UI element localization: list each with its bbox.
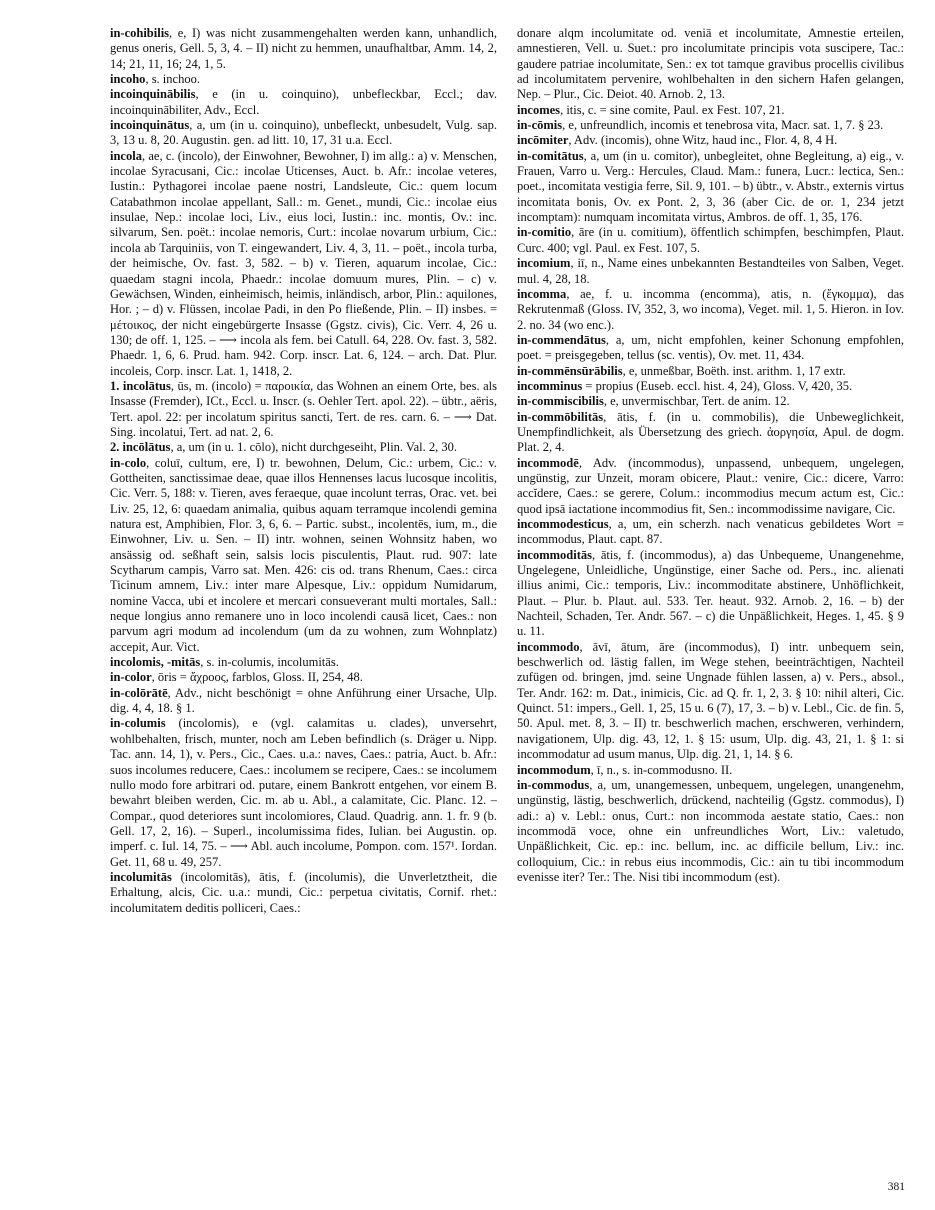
entry-definition: , ātis, f. (incommodus), a) das Unbequeme, Unangenehme, Ungelegene, Unleidliche, Ungünstige, einer Sache od. Pers., inc. alienati illius animi, Cic.: temporis, Liv.: incommoditate abstinere, Unhöflichkeit, Plaut. – Plur. b. Plaut. aul. 533. Ter. heaut. 932. Arnob. 2, 16. – b) der Nachteil, Schaden, Ter. Andr. 567. – c) die Unpäßlichkeit, Heges. 1, 45. § 9 u. 11. <box>517 547 904 639</box>
entry-definition: , Adv. (incommodus), unpassend, unbequem, ungelegen, ungünstig, zur Unzeit, moram obicere, Plaut.: venire, Cic.: dicere, Varro: accĭdere, Caes.: se gerere, Colum.: incommodius mecum actum est, Cic.: quod ipsā iactatione incommodius fit, Sen.: incommodissime navigare, Cic. <box>517 455 904 516</box>
entry-lemma: in-columis <box>110 716 166 731</box>
entry-definition: , itis, c. = sine comite, Paul. ex Fest. 107, 21. <box>560 102 785 117</box>
entry-definition: , a, um, nicht empfohlen, keiner Schonung empfohlen, poet. = preisgegeben, tellus (sc. ventis), Ov. met. 11, 434. <box>517 332 904 363</box>
entry-lemma: in-commēnsūrābilis <box>517 363 623 378</box>
dictionary-entry <box>517 640 904 763</box>
dictionary-entry <box>110 440 497 455</box>
entry-definition: , ūs, m. (incolo) = παροικία, das Wohnen an einem Orte, bes. als Insasse (Fremder), ICt., Eccl. u. Inscr. (s. Oehler Tert. apol. 22). – übtr., aëris, Tert. apol. 22: per incolatum spiritus sancti, Tert. de res. carn. 6. – ⟶ Dat. Sing. incolatui, Tert. ad nat. 2, 6. <box>110 378 497 439</box>
dictionary-entry <box>517 394 904 409</box>
entry-definition: (incolomis), e (vgl. calamitas u. clades), unversehrt, wohlbehalten, frisch, munter, noch am Leben befindlich (s. Dräger u. Nipp. Tac. ann. 14, 1), v. Pers., Cic., Caes. u.a.: naves, Caes.: patria, Auct. b. Afr.: suos incolumes reducere, Caes.: incolumem se recipere, Caes.: se incolumem nullo modo fore arbitrari od. putare, einem Bankrott entgehen, vor einem B. bewahrt bleiben werden, Cic. m. ab u. Abl., a calamitate, Cic. Planc. 12. – Compar., quod deteriores sunt incolomiores, Claud. Quadrig. ann. 1. fr. 9 (b. Gell. 17, 2, 16). – Superl., incolumissima fides, Iulian. bei Augustin. op. imperf. c. Iul. 14, 75. – ⟶ Abl. auch incolume, Pompon. com. 157¹. Iordan. Get. 11, 68 u. 49, 257. <box>110 716 497 869</box>
entry-lemma: incommoditās <box>517 547 592 562</box>
dictionary-entry <box>110 149 497 379</box>
entry-lemma: incomminus <box>517 378 583 393</box>
entry-definition: , e, unmeßbar, Boëth. inst. arithm. 1, 17 extr. <box>622 363 846 378</box>
dictionary-entry <box>517 103 904 118</box>
dictionary-entry <box>110 716 497 869</box>
dictionary-entry <box>517 778 904 885</box>
page-number: 381 <box>887 1181 905 1193</box>
entry-definition: , a, um (in u. 1. cōlo), nicht durchgeseiht, Plin. Val. 2, 30. <box>170 440 457 455</box>
dictionary-entry <box>110 456 497 655</box>
entry-definition: , coluī, cultum, ere, I) tr. bewohnen, Delum, Cic.: urbem, Cic.: v. Gottheiten, sanctissimae deae, quae illos Hennenses lacus lucosque incolitis, Cic. Verr. 5, 188: v. Tieren, aves feraeque, quae incolunt terras, Orac. vet. bei Liv. 25, 12, 6: quaedam animalia, quibus aquam terramque incolendi gemina natura est, Amphibien, Flor. 3, 6, 6. – Partic. subst., incolentēs, ium, m., die Einwohner, Liv. u. Sen. – II) intr. wohnen, seinen Wohnsitz haben, wo ansässig od. seßhaft sein, salsis locis pisculentis, Plaut. rud. 907: late Scytharum campis, Varro sat. Men. 426: cis od. trans Rhenum, Caes.: circa Ticinum amnem, Liv.: inter mare Alpesque, Liv.: oppidum Numidarum, nomine Vacca, ubi et incolere et mercari consueverant multi mortales, Sall.: neque longius anno remanere uno in loco incolendi causā licet, Caes.: non parvum agri modum ad incolendum (um da zu wohnen, zum Wohnplatz) accepit, Aur. Vict. <box>110 455 497 654</box>
dictionary-entry <box>110 72 497 87</box>
entry-lemma: incolumitās <box>110 869 172 884</box>
entry-lemma: in-commōbilitās <box>517 409 604 424</box>
entry-lemma: incomma <box>517 286 567 301</box>
entry-lemma: incomium <box>517 256 571 271</box>
dictionary-entry <box>517 225 904 256</box>
entry-lemma: in-cōmis <box>517 118 563 133</box>
entry-lemma: in-comitātus <box>517 148 584 163</box>
dictionary-entry <box>110 655 497 670</box>
dictionary-entry <box>517 410 904 456</box>
entry-definition: , ī, n., s. in-commodusno. II. <box>590 762 733 777</box>
entry-definition: = propius (Euseb. eccl. hist. 4, 24), Gloss. V, 420, 35. <box>582 378 853 393</box>
dictionary-entry <box>517 133 904 148</box>
dictionary-entry <box>517 333 904 364</box>
dictionary-entry <box>110 379 497 440</box>
entry-lemma: incoinquinātus <box>110 118 190 133</box>
entry-lemma: incommodo <box>517 639 580 654</box>
dictionary-entry <box>517 456 904 517</box>
dictionary-entry <box>110 87 497 118</box>
entry-definition: , ātis, f. (in u. commobilis), die Unbeweglichkeit, Unempfindlichkeit, als Übersetzung des griech. ἀοργησία, Apul. de dogm. Plat. 2, 4. <box>517 409 904 455</box>
dictionary-entry <box>517 517 904 548</box>
entry-definition: , e (in u. coinquino), unbefleckbar, Eccl.; dav. incoinquinābiliter, Adv., Eccl. <box>110 87 497 117</box>
entry-lemma: 2. incōlātus <box>110 440 171 455</box>
dictionary-entry <box>517 256 904 287</box>
dictionary-entry <box>517 26 904 103</box>
entry-definition: , Adv., nicht beschönigt = ohne Anführung einer Ursache, Ulp. dig. 4, 4, 18. § 1. <box>110 685 497 716</box>
entry-lemma: incolomis, -mitās <box>110 655 201 670</box>
left-column <box>110 26 497 1186</box>
entry-definition: , iī, n., Name eines unbekannten Bestandteiles von Salben, Veget. mul. 4, 28, 18. <box>517 256 904 286</box>
dictionary-entry <box>110 118 497 149</box>
entry-lemma: in-commodus <box>517 777 590 792</box>
dictionary-entry <box>110 670 497 685</box>
entry-definition: , a, um, ein scherzh. nach venaticus gebildetes Wort = incommodus, Plaut. capt. 87. <box>517 517 904 547</box>
entry-definition: , e, I) was nicht zusammengehalten werden kann, unhandlich, genus oneris, Gell. 5, 3, 4. – II) nicht zu hemmen, unaufhaltbar, Amm. 14, 2, 14; 21, 11, 16; 24, 1, 5. <box>110 26 497 71</box>
entry-definition: donare alqm incolumitate od. veniā et incolumitate, Amnestie erteilen, amnestieren, Vell. u. Suet.: pro incolumitate principis vota suscipere, Tac.: gaudere patriae incolumitate, Sen.: ex tot tamque gravibus procellis civilibus ad incolumitatem pervenire, wohlbehalten in den sichern Hafen gelangen, Nep. – Plur., Cic. Deiot. 40. Arnob. 2, 13. <box>517 26 904 102</box>
entry-lemma: incola <box>110 148 142 163</box>
entry-lemma: incoinquinābilis <box>110 87 196 102</box>
entry-definition: , āre (in u. comitium), öffentlich schimpfen, beschimpfen, Plaut. Curc. 400; vgl. Paul. ex Fest. 107, 5. <box>517 225 904 255</box>
entry-lemma: incomes <box>517 102 561 117</box>
entry-lemma: 1. incolātus <box>110 378 171 393</box>
entry-definition: (incolomitās), ātis, f. (incolumis), die Unverletztheit, die Erhaltung, alcis, Cic. u.a.: mundi, Cic.: perpetua civitatis, Cornif. rhet.: incolumitatem deditis polliceri, Caes.: <box>110 869 497 915</box>
entry-definition: , a, um (in u. comitor), unbegleitet, ohne Begleitung, a) eig., v. Frauen, Varro u. Verg.: Hercules, Claud. Mam.: funera, Lucr.: lectica, Sen.: poet., incomitata vestigia ferre, Sil. 9, 101. – b) übtr., v. Abstr., externis virtus incomitata bonis, Ov. ex Pont. 2, 3, 36 (aber Cic. de or. 1, 234 jetzt incomptam): numquam incomitata virtus, Ambros. de off. 1, 35, 176. <box>517 148 904 225</box>
entry-lemma: in-color <box>110 670 152 685</box>
entry-definition: , ōris = ἄχροος, farblos, Gloss. II, 254, 48. <box>151 670 363 685</box>
dictionary-entry <box>517 149 904 226</box>
entry-lemma: in-comitio <box>517 225 572 240</box>
entry-definition: , a, um, unangemessen, unbequem, ungelegen, unangenehm, ungünstig, lästig, beschwerlich, drückend, nachteilig (Ggstz. commodus), I) adi.: a) v. Lebl.: onus, Curt.: non incommoda aestate statio, Caes.: non incommodā voce, ohne ein unfreundliches Wort, Liv.: valetudo, Unpäßlichkeit, Cic. ep.: inc. bellum, inc. ac difficile bellum, Liv.: inc. colloquium, Cic.: in rebus eius incommodis, Cic.: ain tu tibi incommodum evenisse iter? Ter.: The. Nisi tibi incommodum (est). <box>517 777 904 884</box>
entry-lemma: incommodum <box>517 762 591 777</box>
entry-lemma: in-cohibilis <box>110 26 170 40</box>
dictionary-entry <box>110 686 497 717</box>
right-column <box>517 26 904 1186</box>
entry-lemma: in-commiscibilis <box>517 394 604 409</box>
entry-definition: , Adv. (incomis), ohne Witz, haud inc., Flor. 4, 8, 4 H. <box>568 133 838 148</box>
dictionary-entry <box>517 379 904 394</box>
entry-lemma: in-commendātus <box>517 332 606 347</box>
entry-lemma: incoho <box>110 72 146 87</box>
entry-definition: , s. inchoo. <box>145 72 200 87</box>
entry-definition: , āvī, ātum, āre (incommodus), I) intr. unbequem sein, beschwerlich od. lästig fallen, im Wege stehen, beeinträchtigen, Nachteil zufügen od. bringen, jmd. seine Ungnade fühlen lassen, a) v. Pers., absol., Ter. Andr. 162: m. Dat., inimicis, Cic. ad Q. fr. 1, 2, 3. § 10: nihil alteri, Cic. Quinct. 51: impers., Gell. 1, 25, 15 u. 6 (7), 17, 3. – b) v. Lebl., Cic. de fin. 5, 50. Apul. met. 8, 3. – II) tr. beschwerlich machen, erschweren, verhindern, navigationem, Ulp. dig. 43, 12, 1. § 15: usum, Ulp. dig. 43, 21, 1. § 1: si incommodatur ad usum manus, Ulp. dig. 21, 1, 14. § 6. <box>517 639 904 762</box>
entry-lemma: incommodesticus <box>517 517 609 531</box>
entry-definition: , e, unfreundlich, incomis et tenebrosa vita, Macr. sat. 1, 7. § 23. <box>562 118 884 133</box>
dictionary-entry <box>517 118 904 133</box>
dictionary-entry <box>517 763 904 778</box>
entry-definition: , a, um (in u. coinquino), unbefleckt, unbesudelt, Vulg. sap. 3, 13 u. 8, 20. Augustin. gen. ad litt. 10, 17, 31 u.a. Eccl. <box>110 118 497 148</box>
entry-definition: , s. in-columis, incolumitās. <box>200 655 339 670</box>
dictionary-entry <box>517 364 904 379</box>
entry-lemma: incommodē <box>517 455 579 470</box>
entry-definition: , ae, c. (incolo), der Einwohner, Bewohner, I) im allg.: a) v. Menschen, incolae Syracusani, Cic.: incolae Uticenses, Auct. b. Afr.: incolae veteres, Iustin.: Pythagorei incolae paene nostri, Landsleute, Cic.: quem locum Catabathmon incolae appellant, Sall.: m. Genet., mundi, Cic.: incolae eius insulae, Nep.: incolae loci, Liv., eius loci, Iustin.: inc. montis, Ov.: inc. silvarum, Sen. poët.: incolae nemoris, Curt.: incolae novarum urbium, Cic.: incola ab Tarquiniis, von T. eingewandert, Liv. 4, 3, 11. – poët., incola turba, der heimische, Ov. fast. 3, 582. – b) v. Tieren, aquarum incolae, Cic.: quaedam stagni incola, Phaedr.: incolae domuum mures, Plin. – c) v. Gewächsen, Winden, einheimisch, heimis, inländisch, arbor, Plin.: aquilones, Hor. ; – d) v. Flüssen, incolae Padi, in den Po fließende, Plin. – II) insbes. = μέτοικος, der nicht eingebürgerte Insasse (Ggstz. civis), Cic. Verr. 4, 26 u. 130; de off. 1, 125. – ⟶ incola als fem. bei Catull. 64, 228. Ov. fast. 3, 582. Phaedr. 1, 6, 6. Prud. ham. 942. Corp. inscr. Lat. 6, 124. – arch. Dat. Plur. incoleis, Corp. inscr. Lat. 1, 1418, 2. <box>110 148 497 378</box>
entry-lemma: in-colōrātē <box>110 685 168 700</box>
entry-lemma: incōmiter <box>517 133 569 148</box>
dictionary-entry <box>517 548 904 640</box>
entry-definition: , e, unvermischbar, Tert. de anim. 12. <box>603 394 790 409</box>
dictionary-entry <box>110 26 497 72</box>
entry-definition: , ae, f. u. incomma (encomma), atis, n. (ἔγκομμα), das Rekrutenmaß (Gloss. IV, 352, 3, wo incoma), Veget. mil. 1, 5. Hieron. in Iov. 2. no. 34 (wo enc.). <box>517 286 904 332</box>
entry-lemma: in-colo <box>110 455 147 470</box>
dictionary-entry <box>110 870 497 916</box>
dictionary-entry <box>517 287 904 333</box>
